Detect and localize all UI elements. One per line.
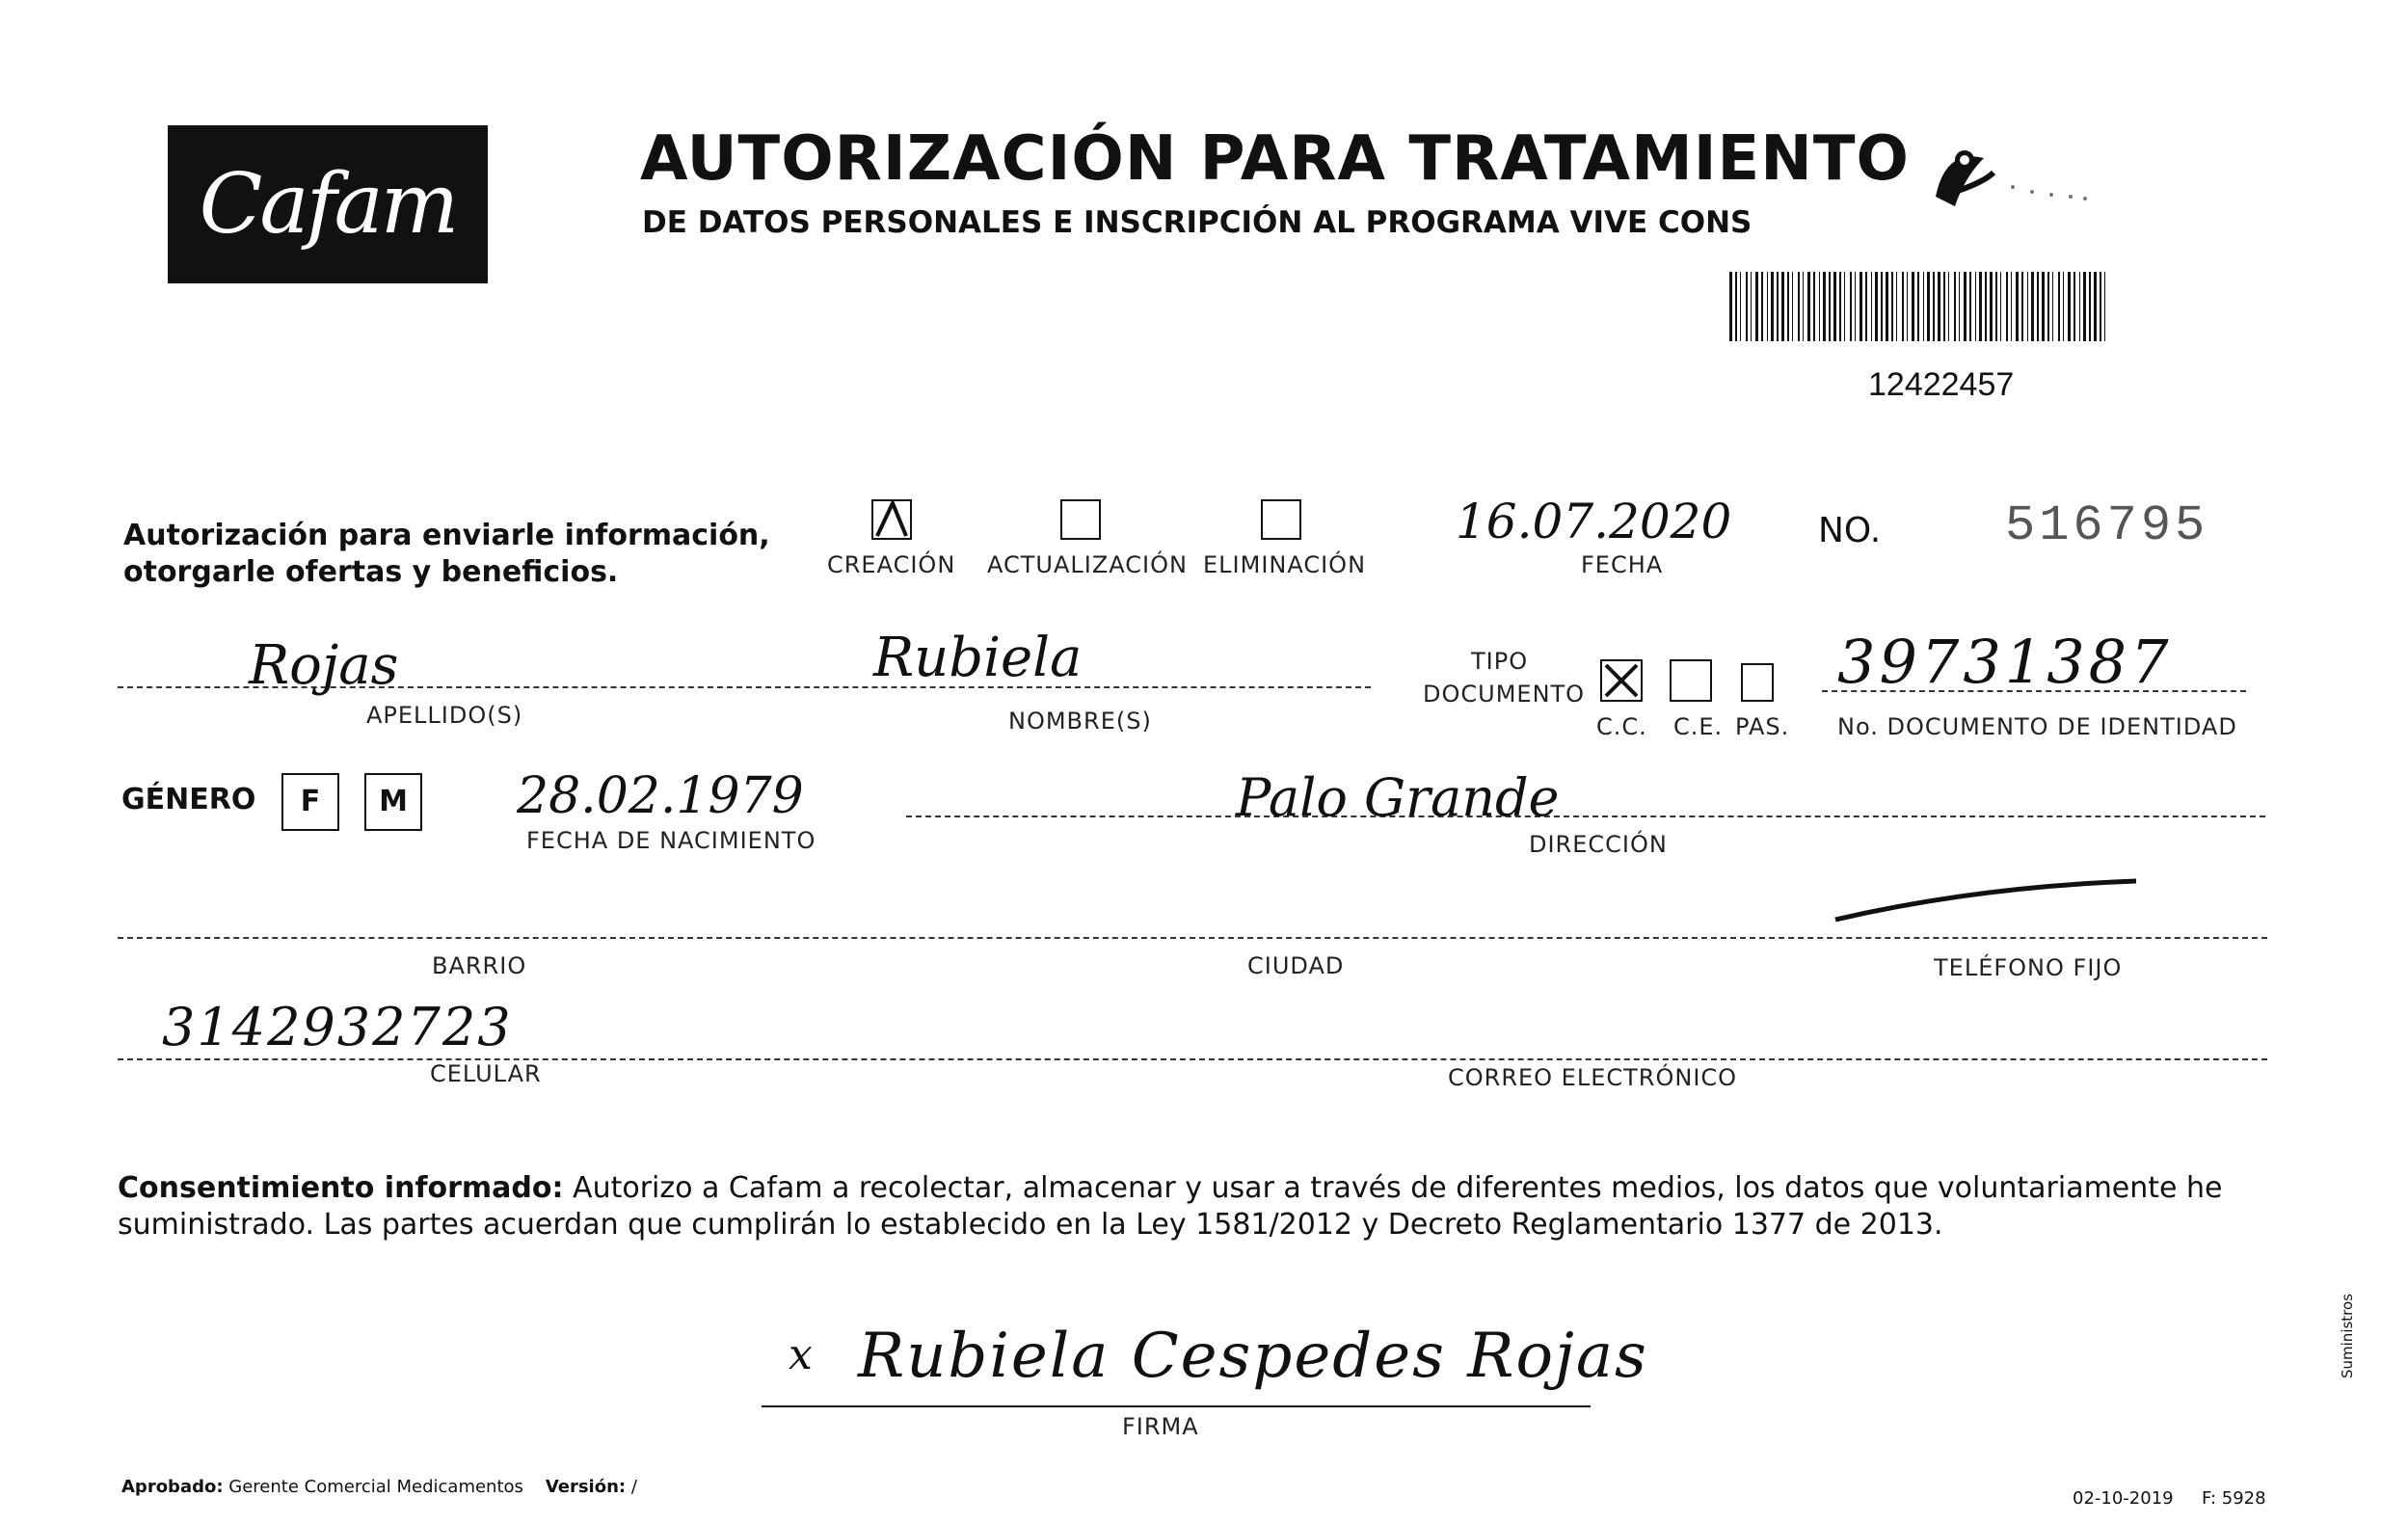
barcode-bar — [2027, 272, 2028, 341]
signature-value: Rubiela Cespedes Rojas — [858, 1321, 1648, 1392]
barcode-bar — [2083, 272, 2086, 341]
barcode-bar — [2037, 272, 2039, 341]
consent-text: Autorizo a Cafam a recolectar, almacenar y usar a través de diferentes medios, los datos que voluntariamente he suministrado. Las partes acuerdan que cumplirán lo establecido en la Ley 1581/2012 y Decreto Reglamentario 1377 de 2013. — [118, 1171, 2223, 1242]
barcode-bar — [1813, 272, 1815, 341]
barcode-bar — [1943, 272, 1945, 341]
version-label: Versión: — [545, 1477, 627, 1497]
barrio-label: BARRIO — [432, 952, 527, 979]
location-line — [118, 937, 2267, 939]
consent-heading: Consentimiento informado: — [118, 1171, 564, 1205]
barcode-bar — [2016, 272, 2019, 341]
barcode-bar — [2052, 272, 2053, 341]
version-value: / — [630, 1477, 637, 1497]
cc-label: C.C. — [1596, 713, 1647, 740]
barcode-bar — [1907, 272, 1908, 341]
barcode-bar — [2094, 272, 2097, 341]
genero-f-label: F — [300, 785, 321, 818]
apellido-value: Rojas — [249, 634, 399, 697]
signature-mark: x — [789, 1330, 813, 1379]
barcode-bar — [1995, 272, 1997, 341]
barcode-bar — [1839, 272, 1841, 341]
pas-label: PAS. — [1735, 713, 1790, 740]
barcode-bar — [2100, 272, 2101, 341]
barcode-number: 12422457 — [1868, 366, 2015, 403]
barcode-bar — [2042, 272, 2045, 341]
authorization-intro-line1: Autorización para enviarle información, — [123, 519, 770, 552]
footer-date: 02-10-2019 — [2073, 1488, 2174, 1509]
barcode-bar — [2000, 272, 2001, 341]
form-subtitle: DE DATOS PERSONALES E INSCRIPCIÓN AL PROGRAMA VIVE CONS — [642, 205, 1752, 240]
barcode-bar — [1927, 272, 1930, 341]
barcode-bar — [1979, 272, 1982, 341]
barcode-bar — [2089, 272, 2091, 341]
barcode-bar — [1855, 272, 1856, 341]
fecha-label: FECHA — [1581, 551, 1664, 578]
barcode-bar — [1803, 272, 1804, 341]
barcode-bar — [2058, 272, 2060, 341]
barcode-bar — [1964, 272, 1967, 341]
barcode-bar — [1891, 272, 1893, 341]
ce-label: C.E. — [1673, 713, 1724, 740]
barcode-bar — [1912, 272, 1914, 341]
genero-label: GÉNERO — [121, 783, 256, 816]
ciudad-label: CIUDAD — [1247, 952, 1345, 979]
barcode-bar — [1767, 272, 1768, 341]
ce-checkbox[interactable] — [1670, 659, 1712, 702]
barcode-bar — [2006, 272, 2008, 341]
barcode — [1727, 272, 2113, 341]
barcode-bar — [1740, 272, 1741, 341]
barcode-bar — [1871, 272, 1872, 341]
barcode-bar — [1819, 272, 1820, 341]
documento-label: DOCUMENTO — [1423, 681, 1586, 708]
pas-checkbox[interactable] — [1741, 663, 1774, 702]
barcode-bar — [2079, 272, 2080, 341]
footer-approval — [121, 1477, 637, 1497]
barcode-bar — [1938, 272, 1940, 341]
cc-checkbox[interactable] — [1600, 659, 1643, 702]
nombre-value: Rubiela — [873, 627, 1083, 689]
barcode-bar — [1923, 272, 1924, 341]
barcode-bar — [2011, 272, 2012, 341]
side-text: Suministros — [2339, 1293, 2356, 1378]
barcode-bar — [1798, 272, 1800, 341]
footer-form-code: F: 5928 — [2202, 1488, 2266, 1509]
no-label: NO. — [1818, 511, 1882, 550]
celular-value: 3142932723 — [162, 997, 513, 1057]
barcode-bar — [1850, 272, 1852, 341]
barcode-bar — [2068, 272, 2071, 341]
barcode-bar — [1833, 272, 1836, 341]
barcode-bar — [1771, 272, 1774, 341]
genero-f-box[interactable] — [281, 773, 339, 831]
barcode-bar — [1823, 272, 1826, 341]
nombre-label: NOMBRE(S) — [1008, 708, 1152, 735]
direccion-value: Palo Grande — [1236, 767, 1560, 828]
barcode-bar — [2074, 272, 2075, 341]
celular-label: CELULAR — [430, 1060, 542, 1087]
aprobado-label: Aprobado: — [121, 1477, 224, 1497]
aprobado-value: Gerente Comercial Medicamentos — [228, 1477, 523, 1497]
barcode-bar — [1886, 272, 1888, 341]
creacion-checkbox[interactable] — [871, 499, 912, 540]
telefono-label: TELÉFONO FIJO — [1934, 954, 2123, 981]
genero-m-label: M — [379, 785, 408, 818]
barcode-bar — [1751, 272, 1752, 341]
barcode-bar — [1787, 272, 1789, 341]
fecha-value: 16.07.2020 — [1456, 494, 1732, 549]
creacion-label: CREACIÓN — [827, 551, 956, 578]
barcode-bar — [1807, 272, 1810, 341]
barcode-bar — [2047, 272, 2049, 341]
form-title: AUTORIZACIÓN PARA TRATAMIENTO — [640, 123, 1910, 195]
nacimiento-value: 28.02.1979 — [517, 767, 804, 825]
check-mark-icon — [873, 501, 910, 538]
barcode-bar — [1792, 272, 1793, 341]
barcode-bar — [1975, 272, 1976, 341]
tipo-label: TIPO — [1471, 648, 1529, 675]
eliminacion-checkbox[interactable] — [1261, 499, 1301, 540]
barcode-bar — [1902, 272, 1904, 341]
address-line — [906, 815, 2265, 817]
doc-number-line — [1822, 690, 2246, 692]
consent-paragraph — [118, 1170, 2250, 1243]
authorization-intro-line2: otorgarle ofertas y beneficios. — [123, 555, 619, 589]
barcode-bar — [2031, 272, 2034, 341]
barcode-bar — [1735, 272, 1737, 341]
apellido-label: APELLIDO(S) — [366, 702, 523, 729]
doc-number-label: No. DOCUMENTO DE IDENTIDAD — [1837, 713, 2237, 740]
barcode-bar — [1933, 272, 1935, 341]
direccion-label: DIRECCIÓN — [1529, 831, 1668, 858]
no-value: 516795 — [2005, 497, 2209, 554]
barcode-bar — [1829, 272, 1831, 341]
barcode-bar — [1746, 272, 1748, 341]
correo-label: CORREO ELECTRÓNICO — [1448, 1064, 1738, 1091]
barcode-bar — [1969, 272, 1971, 341]
barcode-bar — [1881, 272, 1883, 341]
barcode-bar — [1844, 272, 1845, 341]
check-mark-icon — [1602, 661, 1641, 700]
nacimiento-label: FECHA DE NACIMIENTO — [526, 827, 816, 854]
genero-m-box[interactable] — [364, 773, 422, 831]
barcode-bar — [1865, 272, 1867, 341]
barcode-bar — [1954, 272, 1956, 341]
cafam-logo: Cafam — [168, 125, 488, 283]
firma-label: FIRMA — [1122, 1413, 1199, 1440]
barcode-bar — [2021, 272, 2023, 341]
barcode-bar — [1959, 272, 1960, 341]
barcode-bar — [1761, 272, 1763, 341]
barcode-bar — [1985, 272, 1987, 341]
actualizacion-label: ACTUALIZACIÓN — [987, 551, 1188, 578]
eliminacion-label: ELIMINACIÓN — [1203, 551, 1367, 578]
barcode-bar — [1917, 272, 1919, 341]
barcode-bar — [1755, 272, 1758, 341]
barcode-bar — [1729, 272, 1732, 341]
barcode-bar — [1860, 272, 1862, 341]
barcode-bar — [1896, 272, 1897, 341]
barcode-bar — [1990, 272, 1993, 341]
emblem-icon — [1926, 139, 2100, 216]
barcode-bar — [1948, 272, 1949, 341]
barcode-bar — [2104, 272, 2105, 341]
actualizacion-checkbox[interactable] — [1060, 499, 1101, 540]
doc-number-value: 39731387 — [1837, 627, 2173, 697]
barcode-bar — [1781, 272, 1784, 341]
strike-line — [1832, 877, 2140, 925]
barcode-bar — [1777, 272, 1779, 341]
barcode-bar — [2063, 272, 2064, 341]
barcode-bar — [1875, 272, 1878, 341]
